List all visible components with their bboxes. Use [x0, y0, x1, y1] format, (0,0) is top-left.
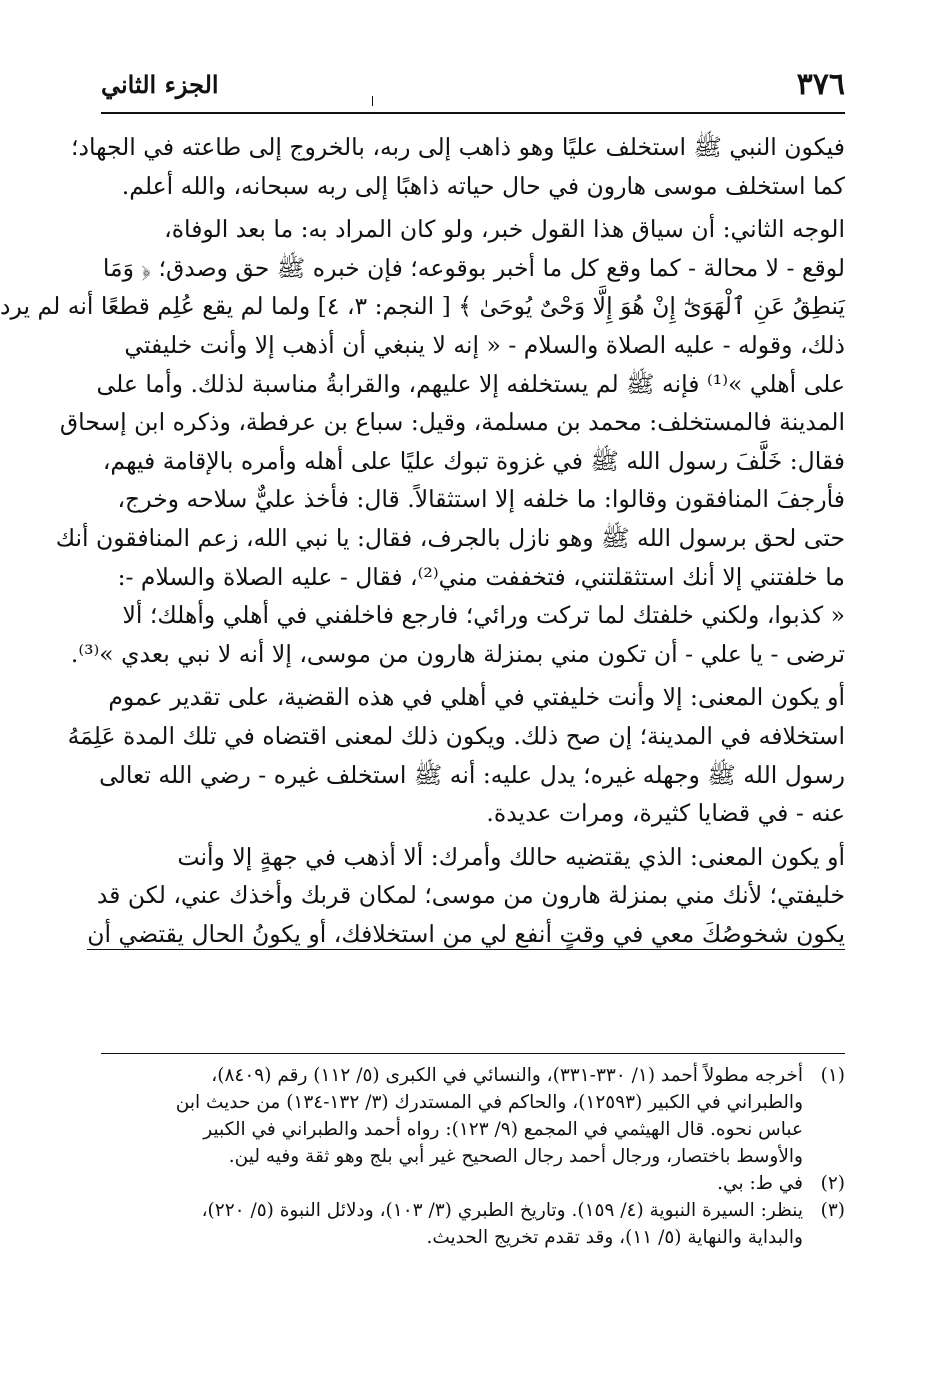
text-line: فأرجفَ المنافقون وقالوا: ما خلفه إلا استثقالاً. قال: فأخذ عليٌّ سلاحه وخرج، [117, 485, 845, 514]
page-header [101, 62, 845, 106]
footnote-text [101, 1062, 803, 1170]
text-line: رسول الله ﷺ وجهله غيره؛ يدل عليه: أنه ﷺ استخلف غيره - رضي الله تعالى [99, 760, 845, 789]
text-line-underlined [87, 915, 845, 954]
header-divider [101, 112, 845, 114]
header-tick-mark [372, 96, 373, 106]
footnote-line: والطبراني في الكبير (١٢٥٩٣)، والحاكم في المستدرك (٣/ ١٣٢-١٣٤) من حديث ابن [175, 1092, 803, 1113]
part-title: الجزء الثاني [101, 69, 219, 99]
footnote-number: (٢) [820, 1173, 845, 1194]
footnote-divider [101, 1053, 845, 1054]
footnote-line: والبداية والنهاية (٥/ ١١)، وقد تقدم تخريج الحديث. [426, 1227, 803, 1248]
underlined-text: يكون شخوصُكَ معي في وقتٍ أنفع لي من استخلافك، أو يكونُ الحال يقتضي أن [87, 919, 845, 948]
footnote [101, 1197, 845, 1251]
text-line: فقال: خَلَّفَ رسول الله ﷺ في غزوة تبوك عليًا على أهله وأمره بالإقامة فيهم، [102, 446, 845, 475]
footnotes [101, 1062, 845, 1251]
text-line: أو يكون المعنى: الذي يقتضيه حالك وأمرك: ألا أذهب في جهةٍ إلا وأنت [177, 842, 845, 871]
text-line: الوجه الثاني: أن سياق هذا القول خبر، ولو كان المراد به: ما بعد الوفاة، [164, 215, 845, 244]
text-line: ما خلفتني إلا أنك استثقلتني، فتخففت مني⁽²⁾، فقال - عليه الصلاة والسلام -: [117, 562, 845, 591]
footnote-number: (٣) [820, 1200, 845, 1221]
text-line: لوقع - لا محالة - كما وقع كل ما أخبر بوقوعه؛ فإن خبره ﷺ حق وصدق؛ ﴿ وَمَا [102, 253, 845, 282]
text-line: فيكون النبي ﷺ استخلف عليًا وهو ذاهب إلى ربه، بالخروج إلى طاعته في الجهاد؛ [71, 133, 845, 161]
text-line: المدينة فالمستخلف: محمد بن مسلمة، وقيل: سباع بن عرفطة، وذكره ابن إسحاق [59, 408, 845, 437]
footnote-line: ينظر: السيرة النبوية (٤/ ١٥٩). وتاريخ الطبري (٣/ ١٠٣)، ودلائل النبوة (٥/ ٢٢٠)، [201, 1200, 803, 1221]
footnote [101, 1170, 845, 1197]
footnote-text [101, 1170, 803, 1197]
text-line: ذلك، وقوله - عليه الصلاة والسلام - « إنه لا ينبغي أن أذهب إلا وأنت خليفتي [124, 330, 845, 359]
text-line: خليفتي؛ لأنك مني بمنزلة هارون من موسى؛ لمكان قربك وأخذك عني، لكن قد [96, 881, 845, 910]
footnote-line: أخرجه مطولاً أحمد (١/ ٣٣٠-٣٣١)، والنسائي في الكبرى (٥/ ١١٢) رقم (٨٤٠٩)، [211, 1065, 803, 1086]
text-line: ترضى - يا علي - أن تكون مني بمنزلة هارون من موسى، إلا أنه لا نبي بعدي »⁽³⁾. [70, 639, 845, 668]
page-number: ٣٧٦ [796, 66, 845, 102]
footnote-line: في ط: بي. [717, 1173, 803, 1194]
main-text [0, 128, 845, 953]
text-line: أو يكون المعنى: إلا وأنت خليفتي في أهلي في هذه القضية، على تقدير عموم [108, 683, 845, 712]
text-line: « كذبوا، ولكني خلفتك لما تركت ورائي؛ فارجع فاخلفني في أهلي وأهلك؛ ألا [122, 601, 845, 630]
footnote-text [101, 1197, 803, 1251]
footnote-line: والأوسط باختصار، ورجال أحمد رجال الصحيح غير أبي بلج وهو ثقة وفيه لين. [228, 1146, 803, 1167]
text-line: يَنطِقُ عَنِ ٱلْهَوَىٰٓ إِنْ هُوَ إِلَّا وَحْىٌ يُوحَىٰ ﴾ [ النجم: ٣، ٤] ولما لم يقع عُلِم قطعًا أنه لم يرد [0, 292, 845, 321]
text-line: على أهلي »⁽¹⁾ فإنه ﷺ لم يستخلفه إلا عليهم، والقرابةُ مناسبة لذلك. وأما على [96, 369, 845, 398]
text-line: كما استخلف موسى هارون في حال حياته ذاهبًا إلى ربه سبحانه، والله أعلم. [121, 171, 845, 200]
text-line: عنه - في قضايا كثيرة، ومرات عديدة. [486, 799, 845, 828]
footnote-number: (١) [820, 1065, 845, 1086]
footnote [101, 1062, 845, 1170]
book-page [1, 0, 945, 1376]
footnote-line: عباس نحوه. قال الهيثمي في المجمع (٩/ ١٢٣): رواه أحمد والطبراني في الكبير [203, 1119, 803, 1140]
text-line: حتى لحق برسول الله ﷺ وهو نازل بالجرف، فقال: يا نبي الله، زعم المنافقون أنك [55, 523, 845, 552]
text-line: استخلافه في المدينة؛ إن صح ذلك. ويكون ذلك لمعنى اقتضاه في تلك المدة عَلِمَهُ [67, 721, 845, 750]
